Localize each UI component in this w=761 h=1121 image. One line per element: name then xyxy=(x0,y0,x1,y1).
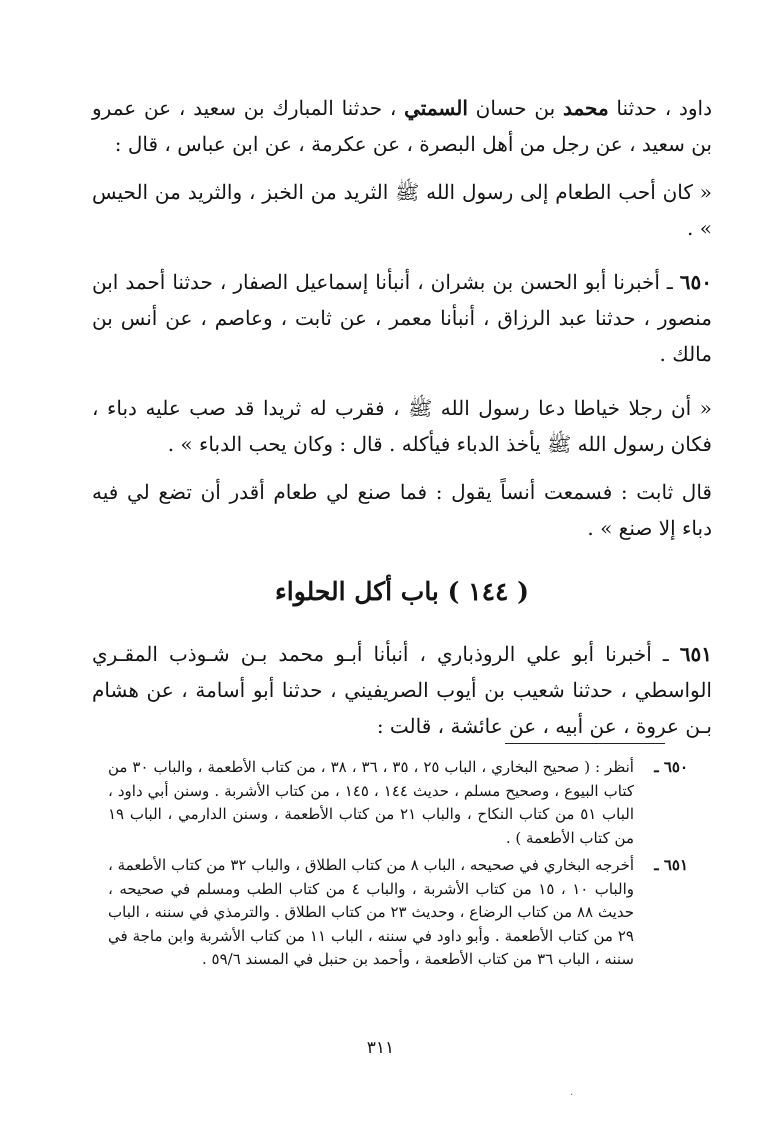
footnote-number: ٦٥٠ ـ xyxy=(654,758,688,776)
hadith-quote: « أن رجلا خياطا دعا رسول الله ﷺ ، فقرب له ثريدا قد صب عليه دباء ، فكان رسول الله ﷺ يأخذ الدباء فيأكله . قال : وكان يحب الدباء » . xyxy=(92,396,712,456)
main-text xyxy=(92,90,712,744)
section-heading: ( ١٤٤ ) باب أكل الحلواء xyxy=(275,577,529,606)
hadith-quote: « كان أحب الطعام إلى رسول الله ﷺ الثريد من الخبز ، والثريد من الحيس » . xyxy=(92,180,712,240)
scan-mark: · xyxy=(570,1090,574,1101)
hadith-quote: قال ثابت : فسمعت أنساً يقول : فما صنع لي طعام أقدر أن تضع لي فيه دباء إلا صنع » . xyxy=(92,480,712,540)
hadith-number: ٦٥١ xyxy=(679,642,712,666)
hadith-number: ٦٥٠ xyxy=(679,270,712,294)
footnotes xyxy=(108,756,688,976)
narrator-name: السمتي xyxy=(404,96,468,120)
narrator-name: محمد xyxy=(562,96,609,120)
footnote-text: أخرجه البخاري في صحيحه ، الباب ٨ من كتاب الطلاق ، والباب ٣٢ من كتاب الأطعمة ، والباب ١٠ ، ١٥ من كتاب الأشربة ، والباب ٤ من كتاب الطب ومسلم في صحيحه ، حديث ٨٨ من كتاب الرضاع ، وحديث ٢٣ من كتاب الطلاق . والترمذي في سننه ، الباب ٢٩ من كتاب الأطعمة . وأبو داود في سننه ، الباب ١١ من كتاب الأشربة وابن ماجة في سننه ، الباب ٣٦ من كتاب الأطعمة ، وأحمد بن حنبل في المسند ٥٩/٦ . xyxy=(108,856,635,968)
paragraph-isnad-continuation: داود ، حدثنا محمد بن حسان السمتي ، حدثنا المبارك بن سعيد ، عن عمرو بن سعيد ، عن رجل من أهل البصرة ، عن عكرمة ، عن ابن عباس ، قال : xyxy=(92,96,712,156)
hadith-651: ٦٥١ ـ أخبرنا أبو علي الروذباري ، أنبأنا أبـو محمد بـن شـوذب المقـري الواسطي ، حدثنا شعيب بن أيوب الصريفيني ، حدثنا أبو أسامة ، عن هشام بـن عروة ، عن أبيه ، عن عائشة ، قالت : xyxy=(92,642,712,738)
footnote xyxy=(108,854,688,972)
page-number: ٣١١ xyxy=(366,1038,395,1058)
footnote-divider xyxy=(505,743,665,744)
footnote-number: ٦٥١ ـ xyxy=(654,856,688,874)
footnote xyxy=(108,756,688,850)
hadith-650: ٦٥٠ ـ أخبرنا أبو الحسن بن بشران ، أنبأنا إسماعيل الصفار ، حدثنا أحمد ابن منصور ، حدثنا عبد الرزاق ، أنبأنا معمر ، عن ثابت ، وعاصم ، عن أنس بن مالك . xyxy=(92,270,712,366)
footnote-text: أنظر : ( صحيح البخاري ، الباب ٢٥ ، ٣٥ ، ٣٦ ، ٣٨ ، من كتاب الأطعمة ، والباب ٣٠ من كتاب البيوع ، وصحيح مسلم ، حديث ١٤٤ ، ١٤٥ ، من كتاب الأشربة . وسنن أبي داود ، الباب ٥١ من كتاب النكاح ، والباب ٢١ من كتاب الأطعمة ، وسنن الدارمي ، الباب ١٩ من كتاب الأطعمة ) . xyxy=(108,758,634,847)
